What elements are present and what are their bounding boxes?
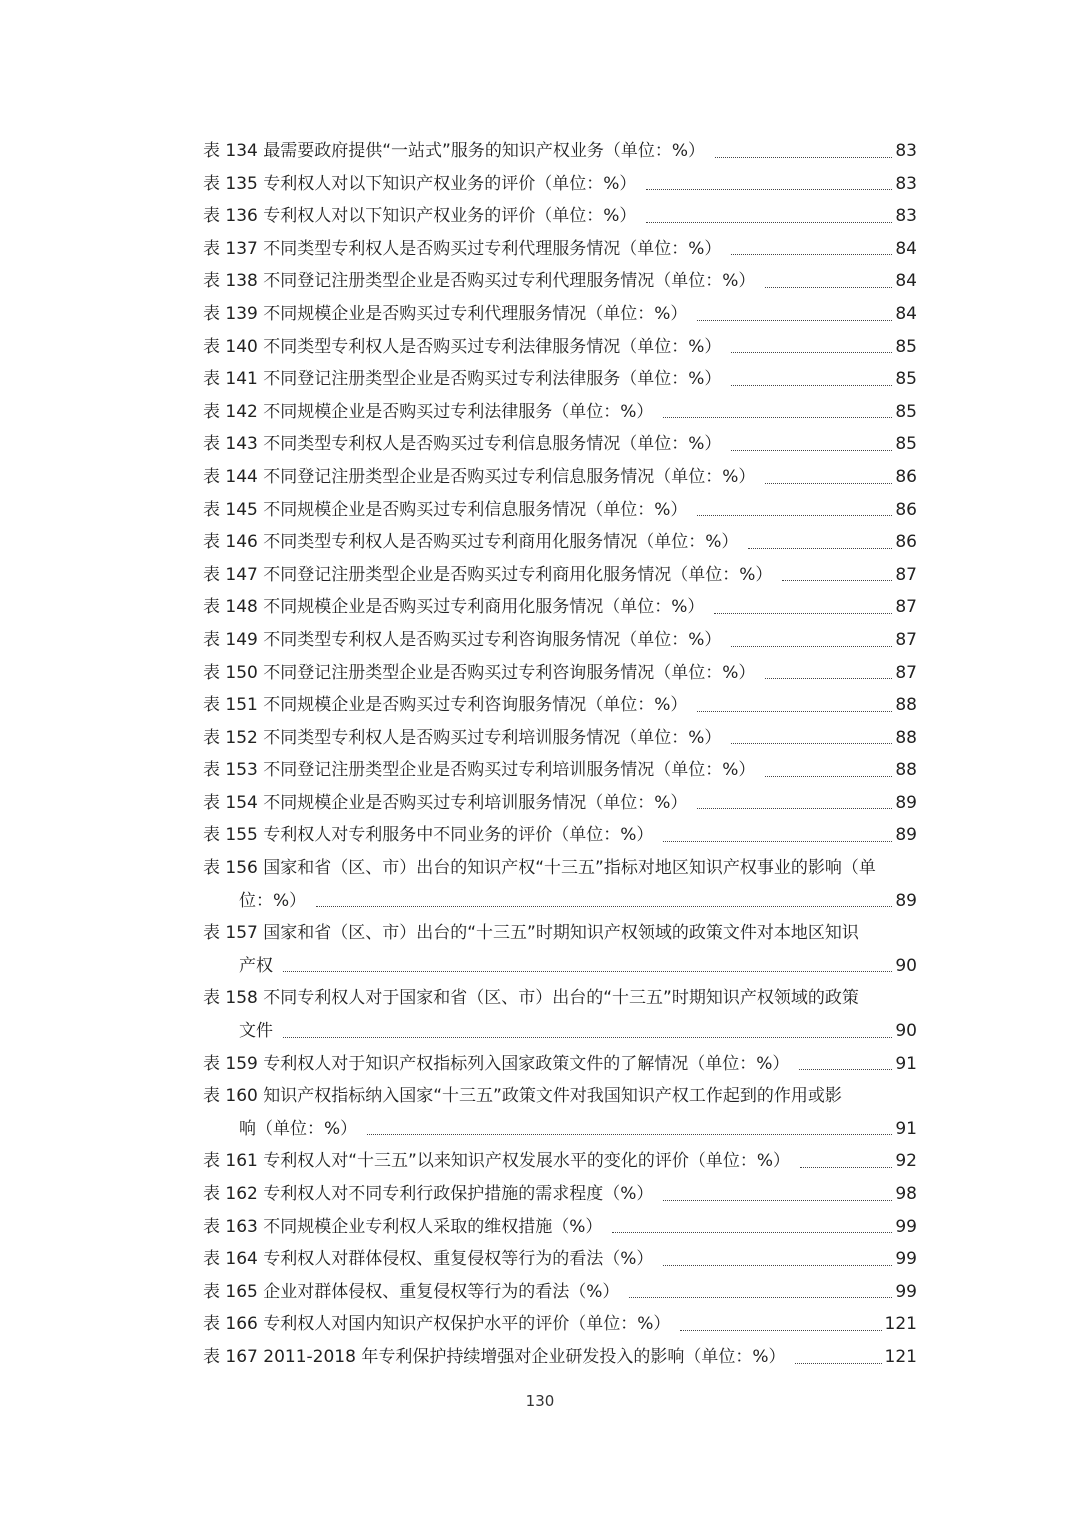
toc-entry-title: 表 140 不同类型专利权人是否购买过专利法律服务情况（单位：%） [203,336,722,357]
toc-entry-page: 89 [895,825,917,846]
toc-entry-page: 83 [895,141,917,161]
toc-leader [731,254,892,255]
toc-leader [715,157,892,158]
toc-leader [731,646,892,647]
toc-leader [795,1363,881,1364]
toc-entry [203,689,917,722]
toc-leader [283,971,892,972]
toc-leader [697,711,892,712]
toc-entry-page: 99 [895,1281,917,1302]
toc-entry-page: 98 [895,1184,917,1204]
toc-entry-title: 表 156 国家和省（区、市）出台的知识产权“十三五”指标对地区知识产权事业的影响（单 [203,858,876,879]
toc-entry-page: 92 [895,1151,917,1172]
toc-leader [765,287,892,288]
toc-leader [367,1134,892,1135]
toc-entry [203,1048,917,1081]
toc-leader [663,417,892,418]
toc-entry-title: 表 139 不同规模企业是否购买过专利代理服务情况（单位：%） [203,303,688,324]
toc-leader [714,613,892,614]
toc-leader [697,515,892,516]
toc-leader [765,678,892,679]
toc-entry-page: 83 [895,206,917,227]
toc-entry-title: 表 167 2011-2018 年专利保护持续增强对企业研发投入的影响（单位：%） [203,1346,786,1367]
toc-entry [203,428,917,461]
toc-entry-title-continued: 响（单位：%） [239,1118,358,1139]
toc-entry-page: 85 [895,434,917,455]
toc-entry-title: 表 154 不同规模企业是否购买过专利培训服务情况（单位：%） [203,792,688,813]
toc-leader [799,1069,892,1070]
toc-entry [203,624,917,657]
toc-entry [203,819,917,852]
toc-leader [800,1167,892,1168]
toc-entry-title-continued: 位：%） [239,890,307,911]
toc-entry [203,1308,917,1341]
toc-entry-page: 85 [895,401,917,422]
toc-entry-title: 表 166 专利权人对国内知识产权保护水平的评价（单位：%） [203,1314,671,1335]
toc-entry-page: 88 [895,695,917,716]
toc-entry-title: 表 144 不同登记注册类型企业是否购买过专利信息服务情况（单位：%） [203,466,756,487]
toc-entry-page: 91 [895,1053,917,1074]
toc-leader [697,808,892,809]
toc-leader [663,841,892,842]
toc-entry [203,396,917,429]
toc-entry-page: 87 [895,662,917,683]
toc-entry-page: 89 [895,792,917,813]
toc-entry-title: 表 151 不同规模企业是否购买过专利咨询服务情况（单位：%） [203,695,688,716]
toc-entry-title: 表 149 不同类型专利权人是否购买过专利咨询服务情况（单位：%） [203,629,722,650]
toc-leader [731,450,892,451]
toc-entry-title: 表 146 不同类型专利权人是否购买过专利商用化服务情况（单位：%） [203,532,739,553]
toc-entry [203,559,917,592]
toc-leader [697,320,892,321]
toc-entry [203,1145,917,1178]
toc-entry-page: 89 [895,890,917,911]
toc-entry [203,591,917,624]
toc-entry-title: 表 142 不同规模企业是否购买过专利法律服务（单位：%） [203,401,654,422]
toc-entry [203,657,917,690]
toc-entry-page: 88 [895,727,917,748]
toc-entry [203,1080,917,1145]
toc-entry [203,722,917,755]
toc-entry-page: 84 [895,271,917,292]
toc-entry [203,233,917,266]
toc-entry-title: 表 150 不同登记注册类型企业是否购买过专利咨询服务情况（单位：%） [203,662,756,683]
toc-entry-title: 表 141 不同登记注册类型企业是否购买过专利法律服务（单位：%） [203,369,722,390]
toc-entry [203,1341,917,1374]
toc-entry-page: 87 [895,597,917,618]
toc-entry-page: 87 [895,629,917,650]
toc-entry [203,1178,917,1211]
toc-entry-page: 99 [895,1249,917,1270]
toc-entry [203,298,917,331]
toc-entry-title: 表 161 专利权人对“十三五”以来知识产权发展水平的变化的评价（单位：%） [203,1151,791,1172]
toc-entry-title: 表 164 专利权人对群体侵权、重复侵权等行为的看法（%） [203,1249,654,1270]
toc-entry-page: 87 [895,564,917,585]
toc-leader [765,776,892,777]
toc-leader [629,1297,892,1298]
toc-entry-page: 91 [895,1118,917,1139]
toc-entry-page: 90 [895,1021,917,1042]
toc-entry-title: 表 165 企业对群体侵权、重复侵权等行为的看法（%） [203,1281,620,1302]
toc-entry-page: 99 [895,1216,917,1237]
toc-entry-title: 表 137 不同类型专利权人是否购买过专利代理服务情况（单位：%） [203,238,722,259]
toc-entry-title: 表 158 不同专利权人对于国家和省（区、市）出台的“十三五”时期知识产权领域的政策 [203,988,859,1009]
toc-entry-title-continued: 文件 [239,1021,273,1042]
page-number: 130 [525,1392,555,1410]
toc-leader [782,580,892,581]
toc-entry [203,200,917,233]
toc-entry-title: 表 135 专利权人对以下知识产权业务的评价（单位：%） [203,173,637,194]
toc-entry-title: 表 136 专利权人对以下知识产权业务的评价（单位：%） [203,206,637,227]
toc-entry [203,168,917,201]
toc-entry-title: 表 159 专利权人对于知识产权指标列入国家政策文件的了解情况（单位：%） [203,1053,790,1074]
toc-entry-title: 表 138 不同登记注册类型企业是否购买过专利代理服务情况（单位：%） [203,271,756,292]
toc-entry [203,526,917,559]
toc-leader [283,1037,892,1038]
toc-entry [203,1276,917,1309]
toc-entry-page: 121 [884,1314,917,1335]
toc-entry-page: 86 [895,499,917,520]
toc-entry-page: 85 [895,369,917,390]
toc-leader [765,483,892,484]
toc-entry [203,363,917,396]
toc-entry-title: 表 148 不同规模企业是否购买过专利商用化服务情况（单位：%） [203,597,705,618]
toc-entry-page: 90 [895,955,917,976]
toc-entry-title: 表 155 专利权人对专利服务中不同业务的评价（单位：%） [203,825,654,846]
toc-leader [731,743,892,744]
toc-entry-page: 88 [895,760,917,781]
toc-entry-title: 表 160 知识产权指标纳入国家“十三五”政策文件对我国知识产权工作起到的作用或影 [203,1086,842,1107]
toc-leader [646,189,892,190]
toc-entry [203,982,917,1047]
toc-entry [203,1211,917,1244]
toc-entry-title: 表 162 专利权人对不同专利行政保护措施的需求程度（%） [203,1184,654,1204]
toc-leader [316,906,892,907]
table-of-contents [203,135,917,1374]
toc-entry [203,852,917,917]
toc-entry-title: 表 145 不同规模企业是否购买过专利信息服务情况（单位：%） [203,499,688,520]
toc-entry-title-continued: 产权 [239,955,273,976]
toc-leader [663,1265,892,1266]
toc-entry-title: 表 153 不同登记注册类型企业是否购买过专利培训服务情况（单位：%） [203,760,756,781]
toc-entry-title: 表 147 不同登记注册类型企业是否购买过专利商用化服务情况（单位：%） [203,564,773,585]
toc-entry [203,1243,917,1276]
toc-entry [203,787,917,820]
toc-entry-title: 表 143 不同类型专利权人是否购买过专利信息服务情况（单位：%） [203,434,722,455]
toc-leader [612,1232,892,1233]
toc-entry-page: 83 [895,173,917,194]
toc-entry [203,135,917,168]
toc-entry [203,494,917,527]
toc-leader [731,385,892,386]
toc-entry [203,331,917,364]
toc-entry-title: 表 152 不同类型专利权人是否购买过专利培训服务情况（单位：%） [203,727,722,748]
toc-entry [203,461,917,494]
toc-leader [646,222,892,223]
toc-entry-title: 表 157 国家和省（区、市）出台的“十三五”时期知识产权领域的政策文件对本地区知识 [203,923,859,944]
toc-leader [731,352,892,353]
toc-entry [203,265,917,298]
toc-leader [748,548,892,549]
toc-entry [203,754,917,787]
toc-entry-page: 84 [895,303,917,324]
toc-leader [680,1330,881,1331]
toc-entry-page: 86 [895,532,917,553]
toc-entry-title: 表 163 不同规模企业专利权人采取的维权措施（%） [203,1216,603,1237]
toc-entry-title: 表 134 最需要政府提供“一站式”服务的知识产权业务（单位：%） [203,141,706,161]
toc-entry-page: 84 [895,238,917,259]
toc-entry-page: 85 [895,336,917,357]
toc-entry-page: 121 [884,1346,917,1367]
toc-entry [203,917,917,982]
toc-leader [663,1200,892,1201]
toc-entry-page: 86 [895,466,917,487]
